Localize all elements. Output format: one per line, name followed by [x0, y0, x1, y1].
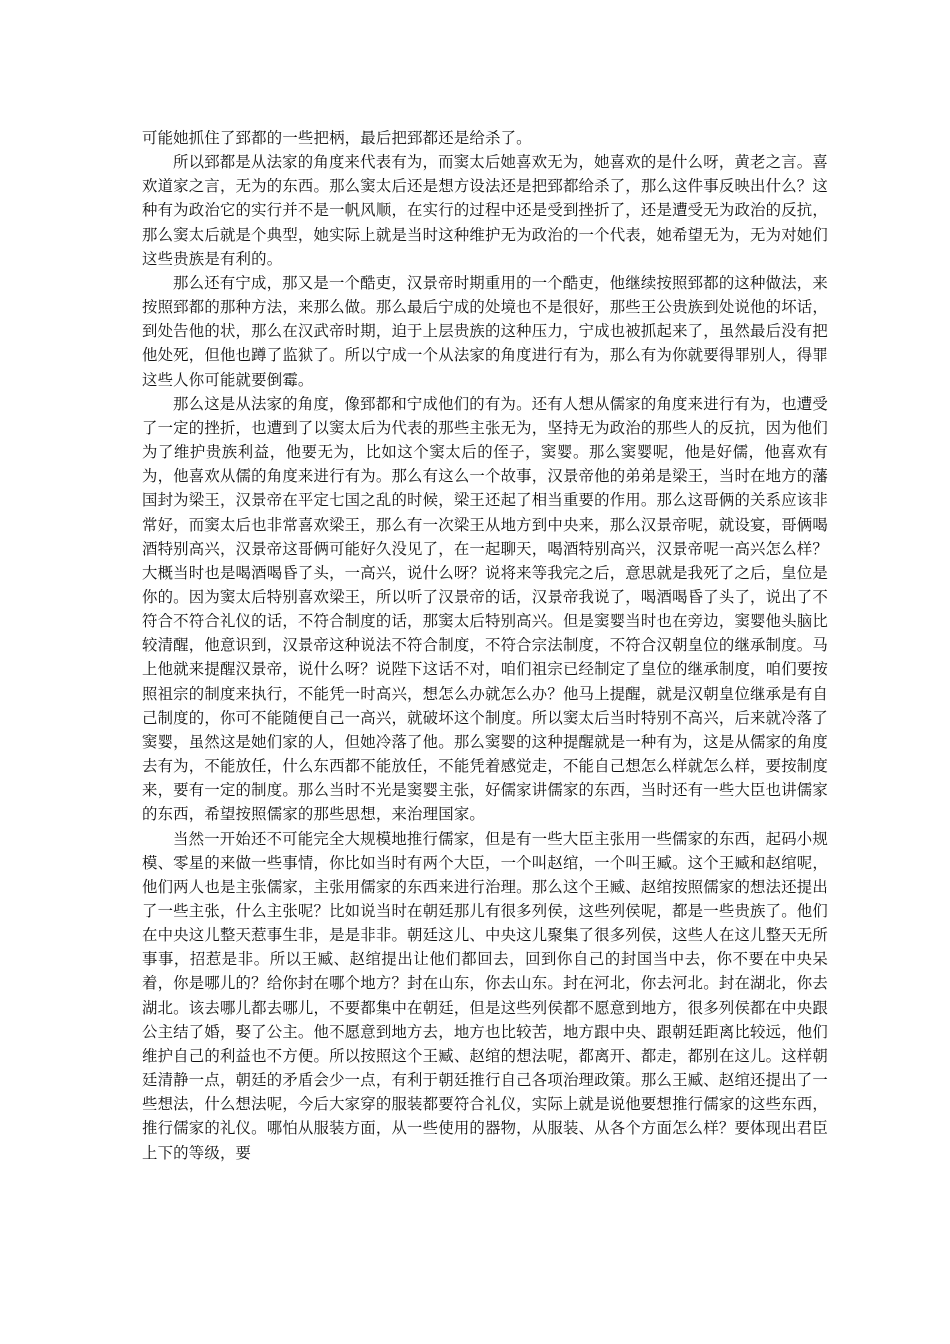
paragraph: 那么这是从法家的角度，像郅都和宁成他们的有为。还有人想从儒家的角度来进行有为，也遭受了一定的挫折，也遭到了以窦太后为代表的那些主张无为，坚持无为政治的那些人的反抗，因为他们为了维护贵族利益，他要无为，比如这个窦太后的侄子，窦婴。那么窦婴呢，他是好儒，他喜欢有为，他喜欢从儒的角度来进行有为。那么有这么一个故事，汉景帝他的弟弟是梁王，当时在地方的藩国封为梁王，汉景帝在平定七国之乱的时候，梁王还起了相当重要的作用。那么这哥俩的关系应该非常好，而窦太后也非常喜欢梁王，那么有一次梁王从地方到中央来，那么汉景帝呢，就设宴，哥俩喝酒特别高兴，汉景帝这哥俩可能好久没见了，在一起聊天，喝酒特别高兴，汉景帝呢一高兴怎么样？大概当时也是喝酒喝昏了头，一高兴，说什么呀？说将来等我完之后，意思就是我死了之后，皇位是你的。因为窦太后特别喜欢梁王，所以听了汉景帝的话，汉景帝我说了，喝酒喝昏了头了，说出了不符合不符合礼仪的话，不符合制度的话，那窦太后特别高兴。但是窦婴当时也在旁边，窦婴他头脑比较清醒，他意识到，汉景帝这种说法不符合制度，不符合宗法制度，不符合汉朝皇位的继承制度。马上他就来提醒汉景帝，说什么呀？说陛下这话不对，咱们祖宗已经制定了皇位的继承制度，咱们要按照祖宗的制度来执行，不能凭一时高兴，想怎么办就怎么办？他马上提醒，就是汉朝皇位继承是有自己制度的，你可不能随便自己一高兴，就破坏这个制度。所以窦太后当时特别不高兴，后来就冷落了窦婴，虽然这是她们家的人，但她冷落了他。那么窦婴的这种提醒就是一种有为，这是从儒家的角度去有为，不能放任，什么东西都不能放任，不能凭着感觉走，不能自己想怎么样就怎么样，要按制度来，要有一定的制度。那么当时不光是窦婴主张，好儒家讲儒家的东西，当时还有一些大臣也讲儒家的东西，希望按照儒家的那些思想，来治理国家。	[142, 394, 828, 824]
paragraph: 当然一开始还不可能完全大规模地推行儒家，但是有一些大臣主张用一些儒家的东西，起码小规模、零星的来做一些事情，你比如当时有两个大臣，一个叫赵绾，一个叫王臧。这个王臧和赵绾呢，他们两人也是主张儒家，主张用儒家的东西来进行治理。那么这个王臧、赵绾按照儒家的想法还提出了一些主张，什么主张呢？比如说当时在朝廷那儿有很多列侯，这些列侯呢，都是一些贵族了。他们在中央这儿整天惹事生非，是是非非。朝廷这儿、中央这儿聚集了很多列侯，这些人在这儿整天无所事事，招惹是非。所以王臧、赵绾提出让他们都回去，回到你自己的封国当中去，你不要在中央呆着，你是哪儿的？给你封在哪个地方？封在山东，你去山东。封在河北，你去河北。封在湖北，你去湖北。该去哪儿都去哪儿，不要都集中在朝廷，但是这些列侯都不愿意到地方，很多列侯都在中央跟公主结了婚，娶了公主。他不愿意到地方去，地方也比较苦，地方跟中央、跟朝廷距离比较远，他们维护自己的利益也不方便。所以按照这个王臧、赵绾的想法呢，都离开、都走，都别在这儿。这样朝廷清静一点，朝廷的矛盾会少一点，有利于朝廷推行自己各项治理政策。那么王臧、赵绾还提出了一些想法，什么想法呢，今后大家穿的服装都要符合礼仪，实际上就是说他要想推行儒家的这些东西，推行儒家的礼仪。哪怕从服装方面，从一些使用的器物，从服装、从各个方面怎么样？要体现出君臣上下的等级，要	[142, 829, 828, 1162]
paragraph: 所以郅都是从法家的角度来代表有为，而窦太后她喜欢无为，她喜欢的是什么呀，黄老之言。喜欢道家之言，无为的东西。那么窦太后还是想方设法还是把郅都给杀了，那么这件事反映出什么？这种有为政治它的实行并不是一帆风顺，在实行的过程中还是受到挫折了，还是遭受无为政治的反抗，那么窦太后就是个典型，她实际上就是当时这种维护无为政治的一个代表，她希望无为，无为对她们这些贵族是有利的。	[142, 153, 828, 268]
document-page	[142, 126, 828, 1165]
paragraph-continuation: 可能她抓住了郅都的一些把柄，最后把郅都还是给杀了。	[142, 129, 532, 147]
paragraph: 那么还有宁成，那又是一个酷吏，汉景帝时期重用的一个酷吏，他继续按照郅都的这种做法，来按照郅都的那种方法，来那么做。那么最后宁成的处境也不是很好，那些王公贵族到处说他的坏话，到处告他的状，那么在汉武帝时期，迫于上层贵族的这种压力，宁成也被抓起来了，虽然最后没有把他处死，但他也蹲了监狱了。所以宁成一个从法家的角度进行有为，那么有为你就要得罪别人，得罪这些人你可能就要倒霉。	[142, 273, 828, 389]
